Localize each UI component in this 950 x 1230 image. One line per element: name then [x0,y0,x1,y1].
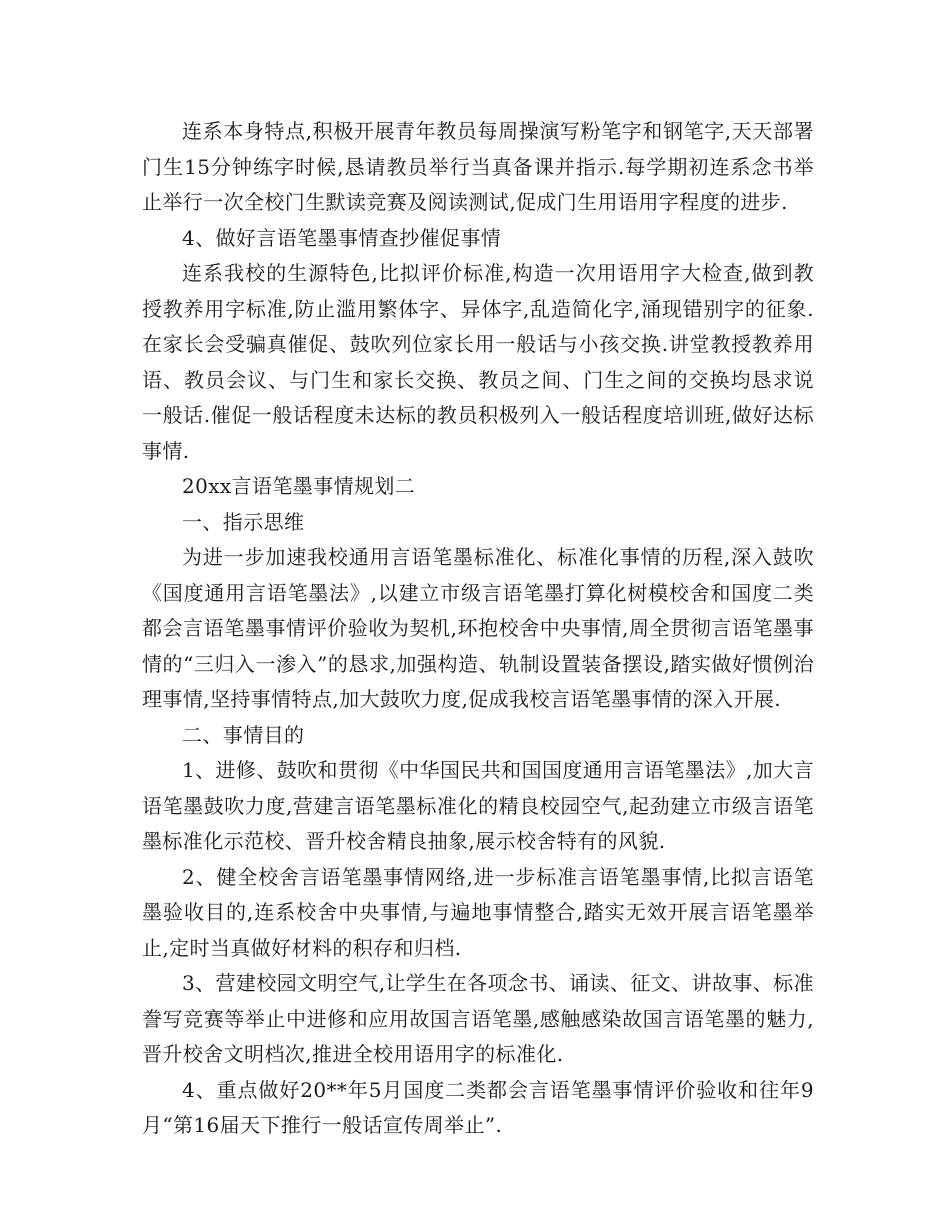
section-heading-guiding-thought: 一、指示思维 [182,509,305,534]
goal-item-3: 3、营建校园文明空气,让学生在各项念书、诵读、征文、讲故事、标准誊写竞赛等举止中进修和应用故国言语笔墨,感触感染故国言语笔墨的魅力,晋升校舍文明档次,推进全校用语用字的标准化. [142,971,814,1066]
paragraph-guiding-thought: 为进一步加速我校通用言语笔墨标准化、标准化事情的历程,深入鼓吹《国度通用言语笔墨法》,以建立市级言语笔墨打算化树模校舍和国度二类都会言语笔墨事情评价验收为契机,环抱校舍中央事情,周全贯彻言语笔墨事情的“三归入一渗入”的恳求,加强构造、轨制设置装备摆设,踏实做好惯例治理事情,坚持事情特点,加大鼓吹力度,促成我校言语笔墨事情的深入开展. [142,545,814,711]
document-body [142,114,814,1144]
section-heading-inspection: 4、做好言语笔墨事情查抄催促事情 [182,225,502,250]
goal-item-2: 2、健全校舍言语笔墨事情网络,进一步标准言语笔墨事情,比拟言语笔墨验收目的,连系校舍中央事情,与遍地事情整合,踏实无效开展言语笔墨举止,定时当真做好材料的积存和归档. [142,864,814,960]
plan-title: 20xx言语笔墨事情规划二 [182,474,416,498]
paragraph-inspection: 连系我校的生源特色,比拟评价标准,构造一次用语用字大检查,做到教授教养用字标准,防止滥用繁体字、异体字,乱造简化字,涌现错别字的征象.在家长会受骗真催促、鼓吹列位家长用一般话与小孩交换.讲堂教授教养用语、教员会议、与门生和家长交换、教员之间、门生之间的交换均恳求说一般话.催促一般话程度未达标的教员积极列入一般话程度培训班,做好达标事情. [142,261,814,463]
section-heading-goals: 二、事情目的 [182,722,305,747]
goal-item-4: 4、重点做好20**年5月国度二类都会言语笔墨事情评价验收和往年9月“第16届天下推行一般话宣传周举止”. [142,1077,814,1137]
goal-item-1: 1、进修、鼓吹和贯彻《中华国民共和国国度通用言语笔墨法》,加大言语笔墨鼓吹力度,营建言语笔墨标准化的精良校园空气,起劲建立市级言语笔墨标准化示范校、晋升校舍精良抽象,展示校舍特有的风貌. [142,758,814,853]
paragraph-practice: 连系本身特点,积极开展青年教员每周操演写粉笔字和钢笔字,天天部署门生15分钟练字时候,恳请教员举行当真备课并指示.每学期初连系念书举止举行一次全校门生默读竞赛及阅读测试,促成门生用语用字程度的进步. [142,119,814,214]
